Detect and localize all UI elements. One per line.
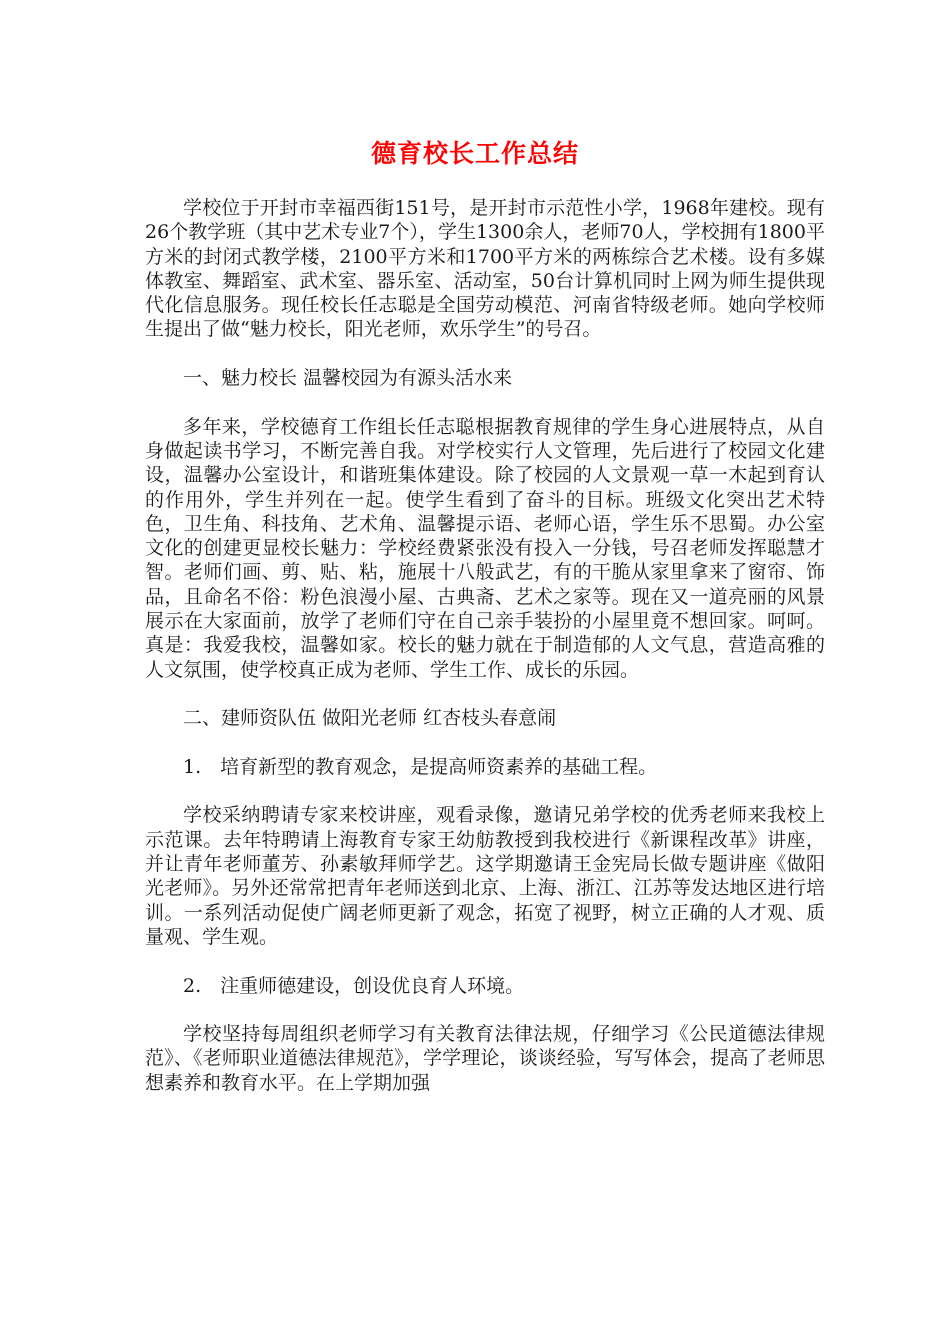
paragraph-section-1: 多年来，学校德育工作组长任志聪根据教育规律的学生身心进展特点，从自身做起读书学习，不断完善自我。对学校实行人文管理，先后进行了校园文化建设，温馨办公室设计，和谐班集体建设。除了校园的人文景观一草一木起到育认的作用外，学生并列在一起。使学生看到了奋斗的目标。班级文化突出艺术特色，卫生角、科技角、艺术角、温馨提示语、老师心语，学生乐不思蜀。办公室文化的创建更显校长魅力：学校经费紧张没有投入一分钱，号召老师发挥聪慧才智。老师们画、剪、贴、粘，施展十八般武艺，有的干脆从家里拿来了窗帘、饰品，且命名不俗：粉色浪漫小屋、古典斋、艺术之家等。现在又一道亮丽的风景展示在大家面前，放学了老师们守在自己亲手装扮的小屋里竟不想回家。呵呵。真是：我爱我校，温馨如家。校长的魅力就在于制造郁的人文气息，营造高雅的人文氛围，使学校真正成为老师、学生工作、成长的乐园。 xyxy=(145,415,825,681)
document-title: 德育校长工作总结 xyxy=(370,139,579,168)
subsection-heading-2: 2. 注重师德建设，创设优良育人环境。 xyxy=(183,974,525,997)
section-heading-1: 一、魅力校长 温馨校园为有源头活水来 xyxy=(183,367,513,390)
paragraph-subsection-2: 学校坚持每周组织老师学习有关教育法律法规，仔细学习《公民道德法律规范》、《老师职业道德法律规范》，学学理论，谈谈经验，写写体会，提高了老师思想素养和教育水平。在上学期加强 xyxy=(145,1023,825,1094)
document-body xyxy=(145,196,825,1119)
paragraph-subsection-1: 学校采纳聘请专家来校讲座，观看录像，邀请兄弟学校的优秀老师来我校上示范课。去年特聘请上海教育专家王幼舫教授到我校进行《新课程改革》讲座，并让青年老师董芳、孙素敏拜师学艺。这学期邀请王金宪局长做专题讲座《做阳光老师》。另外还常常把青年老师送到北京、上海、浙江、江苏等发达地区进行培训。一系列活动促使广阔老师更新了观念，拓宽了视野，树立正确的人才观、质量观、学生观。 xyxy=(145,804,825,948)
section-heading-2: 二、建师资队伍 做阳光老师 红杏枝头春意闹 xyxy=(183,707,557,730)
subsection-heading-1: 1. 培育新型的教育观念，是提高师资素养的基础工程。 xyxy=(183,755,658,778)
paragraph-intro: 学校位于开封市幸福西街151号，是开封市示范性小学，1968年建校。现有26个教学班（其中艺术专业7个），学生1300余人，老师70人，学校拥有1800平方米的封闭式教学楼，2100平方米和1700平方米的两栋综合艺术楼。设有多媒体教室、舞蹈室、武术室、器乐室、活动室，50台计算机同时上网为师生提供现代化信息服务。现任校长任志聪是全国劳动模范、河南省特级老师。她向学校师生提出了做“魅力校长，阳光老师，欢乐学生”的号召。 xyxy=(145,197,825,341)
